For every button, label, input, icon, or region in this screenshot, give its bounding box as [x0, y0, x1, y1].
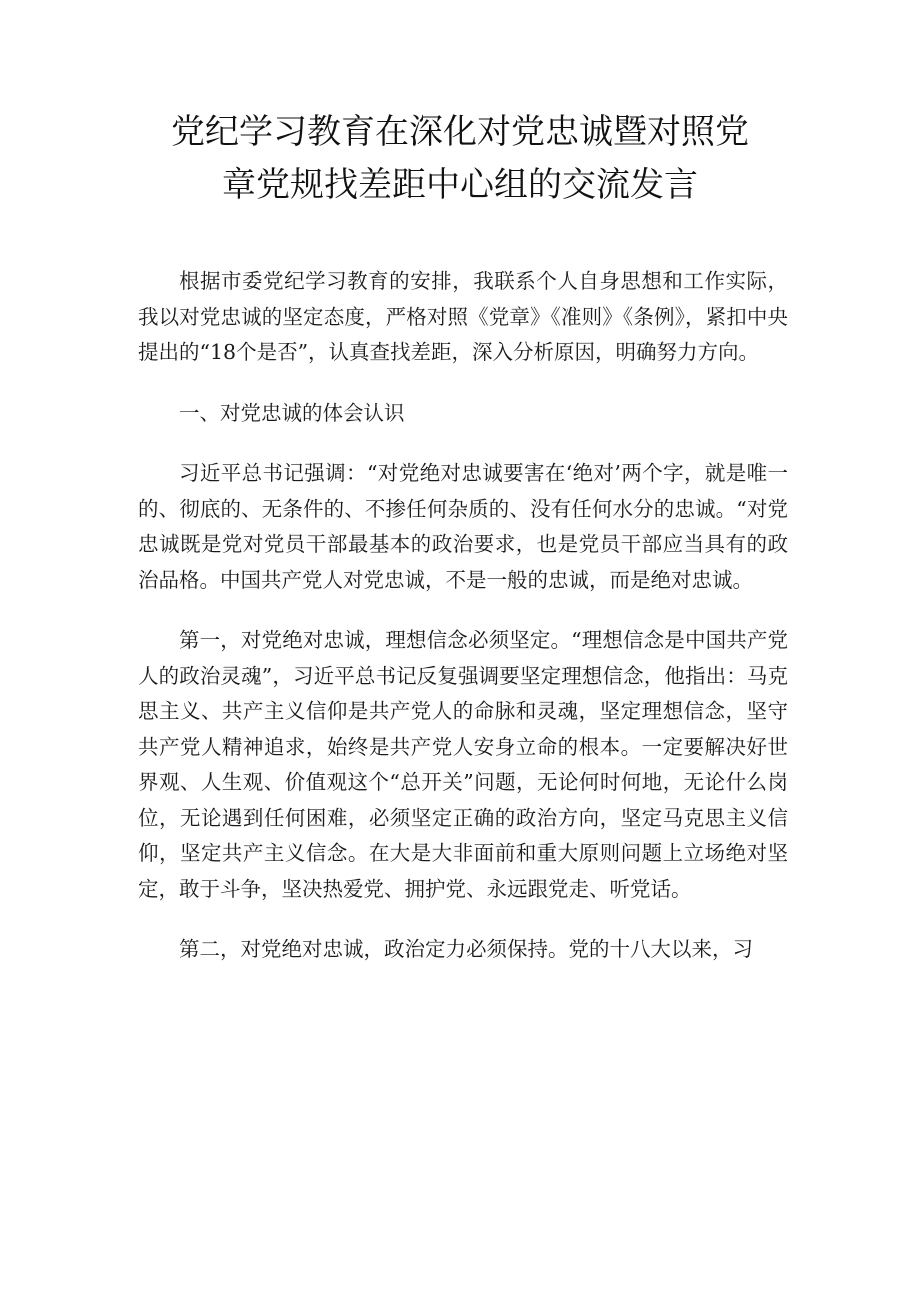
intro-paragraph: 根据市委党纪学习教育的安排，我联系个人自身思想和工作实际，我以对党忠诚的坚定态度，严格对照《党章》《准则》《条例》，紧扣中央提出的“18个是否”，认真查找差距，深入分析原因，明确努力方向。 [138, 269, 788, 364]
section-heading: 一、对党忠诚的体会认识 [179, 400, 405, 425]
point-one-paragraph: 第一，对党绝对忠诚，理想信念必须坚定。“理想信念是中国共产党人的政治灵魂”，习近平总书记反复强调要坚定理想信念，他指出：马克思主义、共产主义信仰是共产党人的命脉和灵魂，坚定理想信念，坚守共产党人精神追求，始终是共产党人安身立命的根本。一定要解决好世界观、人生观、价值观这个“总开关”问题，无论何时何地，无论什么岗位，无论遇到任何困难，必须坚定正确的政治方向，坚定马克思主义信仰，坚定共产主义信念。在大是大非面前和重大原则问题上立场绝对坚定，敢于斗争，坚决热爱党、拥护党、永远跟党走、听党话。 [138, 628, 788, 901]
point-two-paragraph: 第二，对党绝对忠诚，政治定力必须保持。党的十八大以来，习 [179, 937, 753, 961]
document-body [138, 264, 788, 993]
document-title [130, 106, 790, 212]
title-line-1: 党纪学习教育在深化对党忠诚暨对照党 [171, 112, 749, 152]
quote-paragraph: 习近平总书记强调：“对党绝对忠诚要害在‘绝对’两个字，就是唯一的、彻底的、无条件的、不掺任何杂质的、没有任何水分的忠诚。“对党忠诚既是党对党员干部最基本的政治要求，也是党员干部应当具有的政治品格。中国共产党人对党忠诚，不是一般的忠诚，而是绝对忠诚。 [138, 461, 788, 592]
title-line-2: 章党规找差距中心组的交流发言 [222, 165, 698, 205]
